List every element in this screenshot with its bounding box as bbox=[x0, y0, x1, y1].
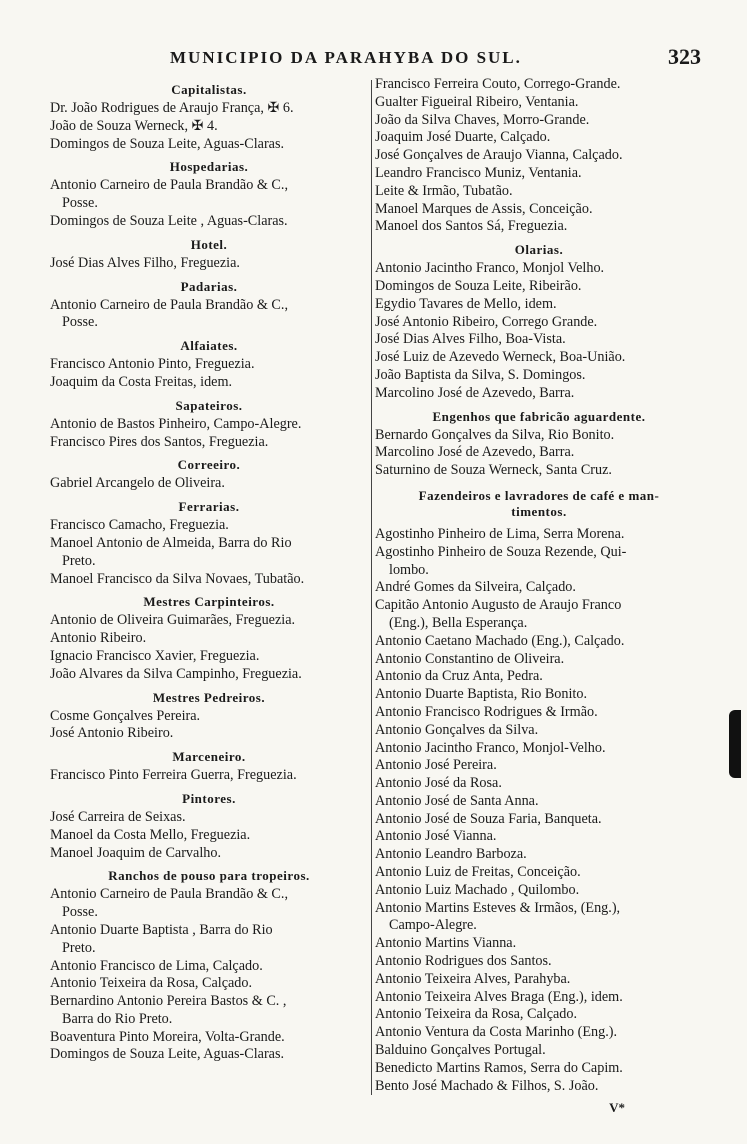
section-heading-capitalistas: Capitalistas. bbox=[171, 82, 247, 97]
entry-continuation: lombo. bbox=[389, 561, 429, 578]
directory-entry bbox=[375, 704, 703, 722]
entry-line: Antonio Carneiro de Paula Brandão & C., bbox=[50, 296, 288, 313]
entry-continuation: Posse. bbox=[62, 904, 98, 921]
directory-entry bbox=[375, 935, 703, 953]
section-heading-hotel: Hotel. bbox=[190, 236, 228, 252]
entry-line: João da Silva Chaves, Morro-Grande. bbox=[375, 111, 590, 128]
directory-entry bbox=[375, 1006, 703, 1024]
entry-line: Antonio Teixeira da Rosa, Calçado. bbox=[50, 975, 253, 992]
section-heading-sapateiros: Sapateiros. bbox=[175, 397, 243, 413]
entry-line: Manoel Francisco da Silva Novaes, Tubatão. bbox=[50, 570, 305, 587]
entry-line: Antonio Teixeira Alves, Parahyba. bbox=[375, 970, 571, 987]
directory-entry bbox=[50, 648, 368, 666]
directory-entry bbox=[375, 1024, 703, 1042]
directory-entry bbox=[50, 374, 368, 392]
directory-entry bbox=[375, 314, 703, 332]
directory-entry bbox=[50, 100, 368, 118]
directory-entry bbox=[50, 708, 368, 726]
entry-line: Francisco Antonio Pinto, Freguezia. bbox=[50, 356, 255, 373]
directory-entry bbox=[375, 633, 703, 651]
entry-line: Antonio Leandro Barboza. bbox=[375, 846, 527, 863]
entry-line: Capitão Antonio Augusto de Araujo Franco bbox=[375, 597, 622, 614]
entry-line: Joaquim José Duarte, Calçado. bbox=[375, 129, 551, 146]
directory-entry bbox=[50, 612, 368, 630]
entry-line: Manoel da Costa Mello, Freguezia. bbox=[50, 826, 251, 843]
entry-line: André Gomes da Silveira, Calçado. bbox=[375, 579, 576, 596]
left-column bbox=[50, 76, 368, 1064]
entry-line: Boaventura Pinto Moreira, Volta-Grande. bbox=[50, 1028, 285, 1045]
entry-line: Domingos de Souza Leite, Aguas-Claras. bbox=[50, 1046, 285, 1063]
directory-entry bbox=[375, 112, 703, 130]
directory-entry bbox=[375, 349, 703, 367]
directory-entry bbox=[375, 129, 703, 147]
directory-entry bbox=[375, 828, 703, 846]
entry-continuation: Preto. bbox=[62, 552, 96, 569]
directory-entry bbox=[375, 971, 703, 989]
directory-entry bbox=[50, 666, 368, 684]
directory-entry bbox=[375, 1042, 703, 1060]
directory-entry bbox=[375, 597, 703, 633]
entry-line: Bernardo Gonçalves da Silva, Rio Bonito. bbox=[375, 426, 615, 443]
entry-line: Agostinho Pinheiro de Lima, Serra Morena. bbox=[375, 525, 625, 542]
entry-line: Agostinho Pinheiro de Souza Rezende, Qui- bbox=[375, 543, 627, 560]
entry-line: José Dias Alves Filho, Freguezia. bbox=[50, 254, 240, 271]
entry-line: Leandro Francisco Muniz, Ventania. bbox=[375, 164, 582, 181]
entry-line: Antonio Ribeiro. bbox=[50, 630, 147, 647]
directory-entry bbox=[375, 94, 703, 112]
directory-entry bbox=[375, 427, 703, 445]
directory-entry bbox=[50, 571, 368, 589]
entry-line: Antonio de Bastos Pinheiro, Campo-Alegre. bbox=[50, 415, 302, 432]
directory-entry bbox=[50, 416, 368, 434]
directory-entry bbox=[50, 118, 368, 136]
directory-entry bbox=[375, 331, 703, 349]
entry-line: José Antonio Ribeiro. bbox=[50, 725, 174, 742]
entry-line: Antonio Duarte Baptista, Rio Bonito. bbox=[375, 686, 588, 703]
directory-entry bbox=[50, 297, 368, 333]
entry-line: Manoel Marques de Assis, Conceição. bbox=[375, 200, 593, 217]
entry-line: Marcolino José de Azevedo, Barra. bbox=[375, 444, 575, 461]
entry-line: Ignacio Francisco Xavier, Freguezia. bbox=[50, 647, 260, 664]
entry-line: Antonio José da Rosa. bbox=[375, 775, 502, 792]
entry-line: João de Souza Werneck, ✠ 4. bbox=[50, 117, 218, 134]
entry-line: Antonio José Pereira. bbox=[375, 757, 497, 774]
entry-line: Antonio Francisco Rodrigues & Irmão. bbox=[375, 703, 598, 720]
directory-entry bbox=[375, 864, 703, 882]
entry-line: Antonio Duarte Baptista , Barra do Rio bbox=[50, 921, 273, 938]
entry-line: Antonio Luiz Machado , Quilombo. bbox=[375, 881, 580, 898]
directory-entry bbox=[375, 296, 703, 314]
directory-entry bbox=[50, 975, 368, 993]
directory-entry bbox=[50, 630, 368, 648]
section-heading-correeiro: Correeiro. bbox=[177, 457, 241, 473]
entry-line: José Gonçalves de Araujo Vianna, Calçado. bbox=[375, 147, 623, 164]
directory-entry bbox=[375, 740, 703, 758]
directory-entry bbox=[50, 535, 368, 571]
directory-entry bbox=[375, 526, 703, 544]
entry-line: Bento José Machado & Filhos, S. João. bbox=[375, 1077, 599, 1094]
entry-line: Antonio José de Souza Faria, Banqueta. bbox=[375, 810, 602, 827]
directory-entry bbox=[50, 213, 368, 231]
entry-continuation: (Eng.), Bella Esperança. bbox=[389, 614, 528, 631]
entry-line: Antonio Francisco de Lima, Calçado. bbox=[50, 957, 263, 974]
directory-entry bbox=[50, 809, 368, 827]
entry-line: Antonio Rodrigues dos Santos. bbox=[375, 953, 552, 970]
entry-line: Antonio Constantino de Oliveira. bbox=[375, 650, 565, 667]
directory-entry bbox=[375, 462, 703, 480]
directory-entry bbox=[50, 177, 368, 213]
entry-line: Domingos de Souza Leite, Ribeirão. bbox=[375, 277, 582, 294]
section-heading-engenhos: Engenhos que fabricão aguardente. bbox=[432, 408, 646, 424]
directory-entry bbox=[50, 845, 368, 863]
entry-line: Leite & Irmão, Tubatão. bbox=[375, 182, 513, 199]
directory-entry bbox=[50, 886, 368, 922]
continued-entries bbox=[375, 76, 703, 236]
directory-entry bbox=[375, 76, 703, 94]
directory-entry bbox=[50, 1029, 368, 1047]
directory-entry bbox=[375, 793, 703, 811]
entry-line: Manoel dos Santos Sá, Freguezia. bbox=[375, 218, 568, 235]
section-heading-hospedarias: Hospedarias. bbox=[169, 159, 249, 175]
entry-line: Saturnino de Souza Werneck, Santa Cruz. bbox=[375, 462, 612, 479]
section-heading-alfaiates: Alfaiates. bbox=[180, 338, 238, 354]
right-sections bbox=[375, 240, 703, 480]
directory-entry bbox=[375, 544, 703, 580]
directory-entry bbox=[375, 1060, 703, 1078]
directory-entry bbox=[375, 900, 703, 936]
entry-line: Gabriel Arcangelo de Oliveira. bbox=[50, 475, 225, 492]
directory-entry bbox=[50, 136, 368, 154]
fazendeiros-list bbox=[375, 526, 703, 1096]
directory-entry bbox=[375, 260, 703, 278]
entry-line: José Luiz de Azevedo Werneck, Boa-União. bbox=[375, 349, 626, 366]
entry-line: Antonio Caetano Machado (Eng.), Calçado. bbox=[375, 632, 625, 649]
entry-line: Manoel Joaquim de Carvalho. bbox=[50, 844, 221, 861]
section-heading-marceneiro: Marceneiro. bbox=[172, 749, 246, 765]
entry-continuation: Barra do Rio Preto. bbox=[62, 1010, 173, 1027]
entry-line: Antonio Jacintho Franco, Monjol-Velho. bbox=[375, 739, 606, 756]
entry-line: Cosme Gonçalves Pereira. bbox=[50, 707, 201, 724]
directory-entry bbox=[50, 993, 368, 1029]
entry-line: Joaquim da Costa Freitas, idem. bbox=[50, 373, 233, 390]
section-heading-fazendeiros bbox=[375, 484, 703, 520]
section-heading-ranchos: Ranchos de pouso para tropeiros. bbox=[108, 868, 310, 884]
entry-line: Antonio Martins Esteves & Irmãos, (Eng.), bbox=[375, 899, 621, 916]
entry-line: Antonio da Cruz Anta, Pedra. bbox=[375, 668, 543, 685]
directory-entry bbox=[375, 651, 703, 669]
entry-line: Francisco Pinto Ferreira Guerra, Freguezia. bbox=[50, 767, 297, 784]
entry-line: Bernardino Antonio Pereira Bastos & C. , bbox=[50, 993, 287, 1010]
directory-entry bbox=[50, 922, 368, 958]
directory-entry bbox=[375, 385, 703, 403]
directory-entry bbox=[50, 767, 368, 785]
directory-entry bbox=[375, 218, 703, 236]
entry-continuation: Preto. bbox=[62, 939, 96, 956]
page-edge-blot bbox=[729, 710, 741, 778]
column-divider bbox=[371, 80, 372, 1095]
section-heading-pintores: Pintores. bbox=[182, 790, 236, 806]
entry-line: Manoel Antonio de Almeida, Barra do Rio bbox=[50, 534, 292, 551]
entry-line: Antonio Martins Vianna. bbox=[375, 935, 517, 952]
entry-line: Egydio Tavares de Mello, idem. bbox=[375, 295, 557, 312]
page-title: MUNICIPIO DA PARAHYBA DO SUL. bbox=[170, 48, 522, 67]
entry-continuation: Posse. bbox=[62, 195, 98, 212]
entry-line: José Antonio Ribeiro, Corrego Grande. bbox=[375, 313, 598, 330]
directory-entry bbox=[375, 882, 703, 900]
directory-entry bbox=[375, 775, 703, 793]
entry-line: Antonio de Oliveira Guimarães, Freguezia. bbox=[50, 612, 296, 629]
entry-line: Antonio Carneiro de Paula Brandão & C., bbox=[50, 886, 288, 903]
directory-entry bbox=[375, 668, 703, 686]
entry-line: Antonio José Vianna. bbox=[375, 828, 497, 845]
entry-line: Antonio Teixeira da Rosa, Calçado. bbox=[375, 1006, 578, 1023]
entry-line: João Alvares da Silva Campinho, Freguezia. bbox=[50, 665, 302, 682]
directory-entry bbox=[50, 475, 368, 493]
directory-entry bbox=[375, 811, 703, 829]
entry-line: Antonio Teixeira Alves Braga (Eng.), idem. bbox=[375, 988, 623, 1005]
signature-mark: V* bbox=[609, 1100, 625, 1115]
directory-entry bbox=[50, 958, 368, 976]
entry-line: Marcolino José de Azevedo, Barra. bbox=[375, 384, 575, 401]
directory-entry bbox=[375, 147, 703, 165]
directory-entry bbox=[375, 722, 703, 740]
directory-entry bbox=[50, 356, 368, 374]
directory-entry bbox=[375, 579, 703, 597]
directory-entry bbox=[375, 183, 703, 201]
entry-line: Domingos de Souza Leite, Aguas-Claras. bbox=[50, 135, 285, 152]
entry-line: Antonio Gonçalves da Silva. bbox=[375, 721, 539, 738]
entry-line: Gualter Figueiral Ribeiro, Ventania. bbox=[375, 93, 579, 110]
entry-line: Balduino Gonçalves Portugal. bbox=[375, 1042, 546, 1059]
directory-entry bbox=[375, 686, 703, 704]
section-heading-padarias: Padarias. bbox=[180, 278, 238, 294]
page-header bbox=[40, 44, 701, 74]
entry-line: José Dias Alves Filho, Boa-Vista. bbox=[375, 331, 566, 348]
section-heading-pedreiros: Mestres Pedreiros. bbox=[152, 689, 266, 705]
fazendeiros-heading-line2: timentos. bbox=[511, 503, 567, 519]
directory-entry bbox=[50, 827, 368, 845]
section-heading-carpinteiros: Mestres Carpinteiros. bbox=[143, 594, 275, 610]
directory-entry bbox=[50, 725, 368, 743]
directory-entry bbox=[375, 201, 703, 219]
entry-line: Antonio Jacintho Franco, Monjol Velho. bbox=[375, 260, 605, 277]
directory-entry bbox=[50, 255, 368, 273]
entry-line: Domingos de Souza Leite , Aguas-Claras. bbox=[50, 212, 288, 229]
section-heading-olarias: Olarias. bbox=[514, 242, 564, 258]
directory-entry bbox=[375, 989, 703, 1007]
section-heading-ferrarias: Ferrarias. bbox=[178, 499, 240, 515]
directory-entry bbox=[375, 953, 703, 971]
entry-line: Antonio Ventura da Costa Marinho (Eng.). bbox=[375, 1024, 618, 1041]
entry-line: Antonio Luiz de Freitas, Conceição. bbox=[375, 864, 581, 881]
entry-continuation: Posse. bbox=[62, 314, 98, 331]
entry-line: Antonio Carneiro de Paula Brandão & C., bbox=[50, 177, 288, 194]
right-column bbox=[375, 76, 703, 1095]
directory-entry bbox=[375, 367, 703, 385]
page-number: 323 bbox=[668, 44, 701, 69]
entry-continuation: Campo-Alegre. bbox=[389, 917, 477, 934]
entry-line: José Carreira de Seixas. bbox=[50, 808, 186, 825]
directory-entry bbox=[375, 846, 703, 864]
directory-entry bbox=[50, 517, 368, 535]
directory-entry bbox=[375, 165, 703, 183]
entry-line: Benedicto Martins Ramos, Serra do Capim. bbox=[375, 1059, 623, 1076]
fazendeiros-heading-line1: Fazendeiros e lavradores de café e man- bbox=[418, 487, 660, 503]
directory-entry bbox=[50, 1046, 368, 1064]
directory-entry bbox=[375, 757, 703, 775]
entry-line: Francisco Pires dos Santos, Freguezia. bbox=[50, 433, 269, 450]
entry-line: Francisco Ferreira Couto, Corrego-Grande. bbox=[375, 76, 621, 92]
entry-line: Antonio José de Santa Anna. bbox=[375, 792, 539, 809]
entry-line: João Baptista da Silva, S. Domingos. bbox=[375, 366, 586, 383]
directory-entry bbox=[375, 278, 703, 296]
entry-line: Francisco Camacho, Freguezia. bbox=[50, 517, 229, 534]
directory-entry bbox=[50, 434, 368, 452]
directory-entry bbox=[375, 444, 703, 462]
directory-entry bbox=[375, 1078, 703, 1096]
entry-line: Dr. João Rodrigues de Araujo França, ✠ 6. bbox=[50, 100, 294, 116]
